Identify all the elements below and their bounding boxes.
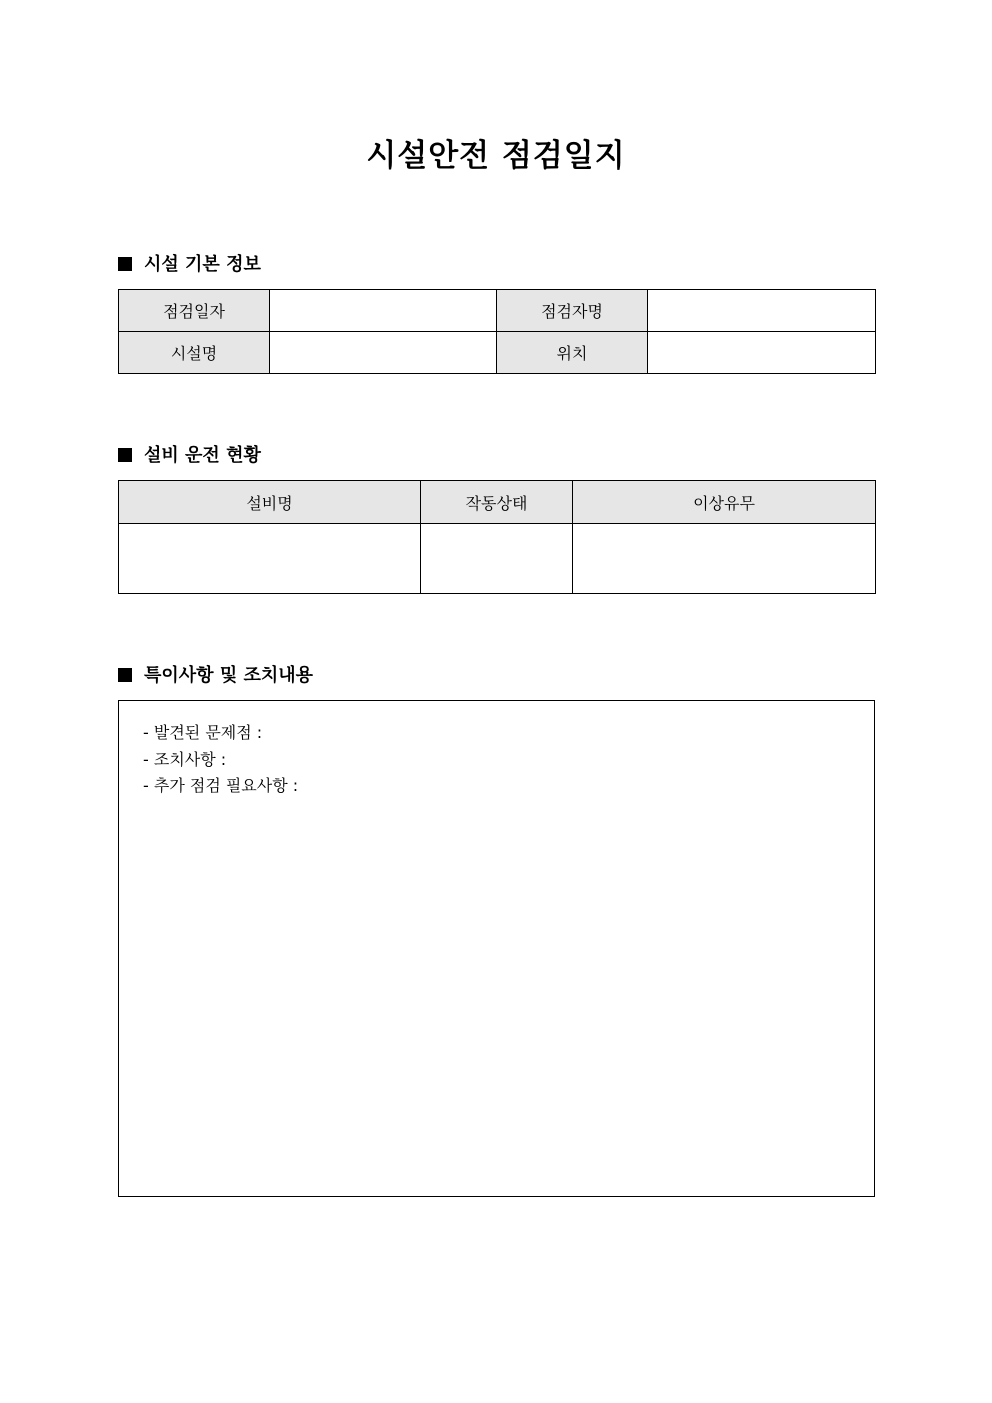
location-field[interactable] — [648, 332, 876, 374]
notes-item-further-inspection: - 추가 점검 필요사항 : — [143, 776, 299, 795]
table-row — [119, 332, 876, 374]
document-title: 시설안전 점검일지 — [366, 138, 626, 174]
column-header-abnormality: 이상유무 — [573, 481, 876, 524]
column-header-equipment-name: 설비명 — [119, 481, 421, 524]
facility-name-label: 시설명 — [119, 332, 270, 374]
inspector-name-label: 점검자명 — [497, 290, 648, 332]
section-heading-equipment — [118, 444, 261, 468]
basic-info-table — [118, 289, 876, 374]
section-heading-notes — [118, 664, 313, 688]
equipment-table — [118, 480, 876, 594]
square-bullet-icon — [118, 257, 132, 271]
table-row — [119, 290, 876, 332]
section-heading-label: 특이사항 및 조치내용 — [144, 665, 314, 686]
table-row — [119, 524, 876, 594]
notes-item-actions-taken: - 조치사항 : — [143, 749, 227, 769]
inspection-date-field[interactable] — [270, 290, 497, 332]
operation-status-cell[interactable] — [421, 524, 573, 594]
abnormality-cell[interactable] — [573, 524, 876, 594]
facility-name-field[interactable] — [270, 332, 497, 374]
section-heading-basic-info — [118, 253, 261, 277]
square-bullet-icon — [118, 668, 132, 682]
column-header-operation-status: 작동상태 — [421, 481, 573, 524]
notes-box[interactable] — [118, 700, 875, 1197]
notes-item-issues-found: - 발견된 문제점 : — [143, 723, 263, 742]
inspector-name-field[interactable] — [648, 290, 876, 332]
section-heading-label: 설비 운전 현황 — [144, 445, 261, 466]
inspection-date-label: 점검일자 — [119, 290, 270, 332]
square-bullet-icon — [118, 448, 132, 462]
location-label: 위치 — [497, 332, 648, 374]
equipment-name-cell[interactable] — [119, 524, 421, 594]
section-heading-label: 시설 기본 정보 — [144, 254, 261, 275]
notes-list — [119, 701, 874, 800]
table-header-row — [119, 481, 876, 524]
